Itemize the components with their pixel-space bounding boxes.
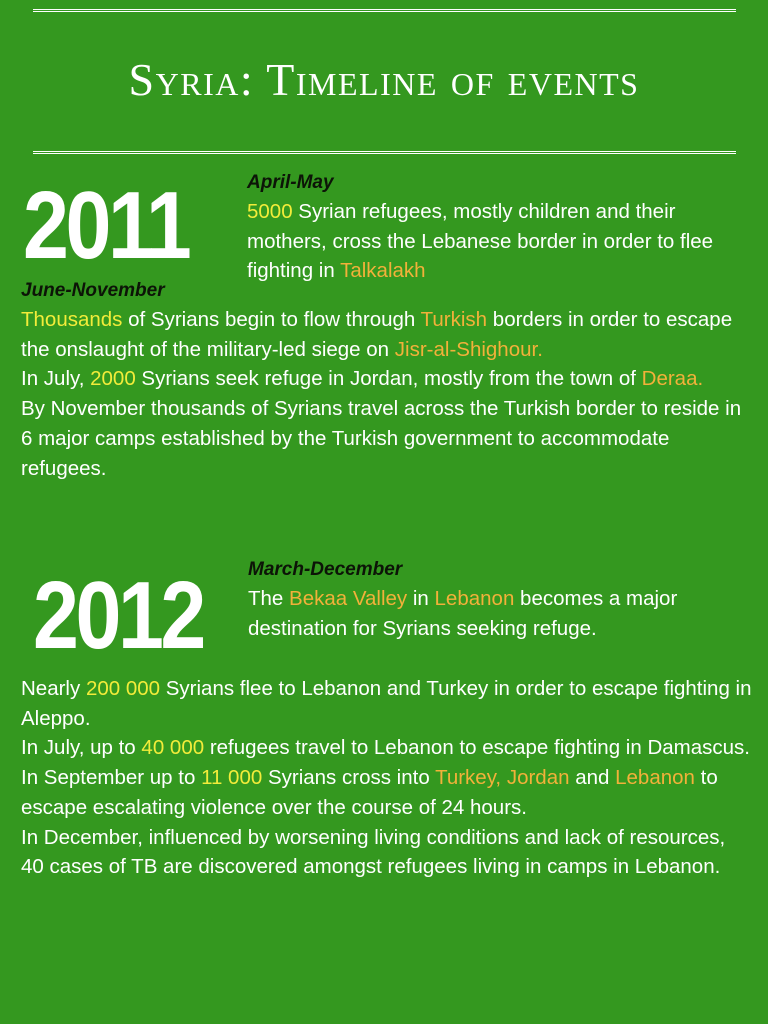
year-2012-heading: 2012 (33, 562, 203, 669)
period-label-april-may: April-May (247, 172, 334, 193)
event-paragraph (21, 394, 746, 483)
event-text: In July, up to (21, 736, 142, 760)
event-text: Syrian refugees, mostly children and their mothers, cross the Lebanese border in order to flee fighting in (247, 200, 714, 283)
highlight-place: Talkalakh (340, 259, 426, 283)
event-text: By November thousands of Syrians travel across the Turkish border to reside in 6 major camps established by the Turkish government to accommodate refugees. (21, 397, 742, 480)
event-text: becomes a major destination for Syrians seeking refuge. (248, 587, 678, 640)
event-text: In July, (21, 367, 91, 391)
highlight-place: Lebanon (615, 766, 695, 790)
event-block-april-may (247, 197, 747, 286)
highlight-place: Turkish (420, 308, 488, 331)
event-text: refugees travel to Lebanon to escape fighting in Damascus. (204, 736, 750, 760)
event-text: of Syrians begin to flow through (122, 308, 421, 331)
event-text: Syrians seek refuge in Jordan, mostly from the town of (135, 367, 642, 391)
event-text: borders in order to escape the onslaught of the military-led siege on (21, 308, 733, 361)
event-text: The (248, 587, 290, 610)
event-paragraph (21, 364, 746, 394)
year-2011-heading: 2011 (23, 172, 189, 279)
title-divider (33, 151, 736, 154)
period-label-march-december: March-December (248, 559, 403, 580)
event-paragraph (21, 823, 753, 882)
top-divider (33, 9, 736, 12)
event-text: Nearly (21, 677, 86, 700)
event-text: In September up to (21, 766, 202, 790)
highlight-number: 2000 (90, 367, 136, 391)
period-label-june-november: June-November (21, 280, 165, 301)
highlight-place: Lebanon (434, 587, 515, 610)
event-block-june-november (21, 305, 746, 483)
event-text: to escape escalating violence over the course of 24 hours. (21, 766, 718, 819)
event-paragraph (21, 733, 753, 763)
event-block-2012-details (21, 674, 753, 882)
event-paragraph (247, 197, 747, 286)
highlight-number: 40 000 (141, 736, 205, 760)
event-text: In December, influenced by worsening living conditions and lack of resources, 40 cases of TB are discovered amongst refugees living in camps in Lebanon. (21, 825, 726, 879)
page-title: Syria: Timeline of events (128, 54, 640, 105)
event-paragraph (248, 584, 748, 643)
highlight-place: Bekaa Valley (289, 587, 408, 610)
event-text: Syrians cross into (262, 766, 436, 790)
event-block-march-december (248, 584, 748, 643)
highlight-number: 200 000 (85, 677, 161, 700)
highlight-number: 5000 (247, 200, 293, 223)
highlight-place: Jisr-al-Shighour. (394, 337, 543, 361)
highlight-number: 11 000 (201, 766, 263, 790)
event-text: and (569, 766, 616, 790)
highlight-place: Turkey, Jordan (435, 766, 570, 790)
highlight-number: Thousands (21, 308, 123, 331)
event-text: Syrians flee to Lebanon and Turkey in order to escape fighting in Aleppo. (21, 677, 752, 730)
highlight-place: Deraa. (641, 367, 704, 391)
event-paragraph (21, 763, 753, 822)
event-text: in (407, 587, 435, 610)
event-paragraph (21, 305, 746, 364)
event-paragraph (21, 674, 753, 733)
